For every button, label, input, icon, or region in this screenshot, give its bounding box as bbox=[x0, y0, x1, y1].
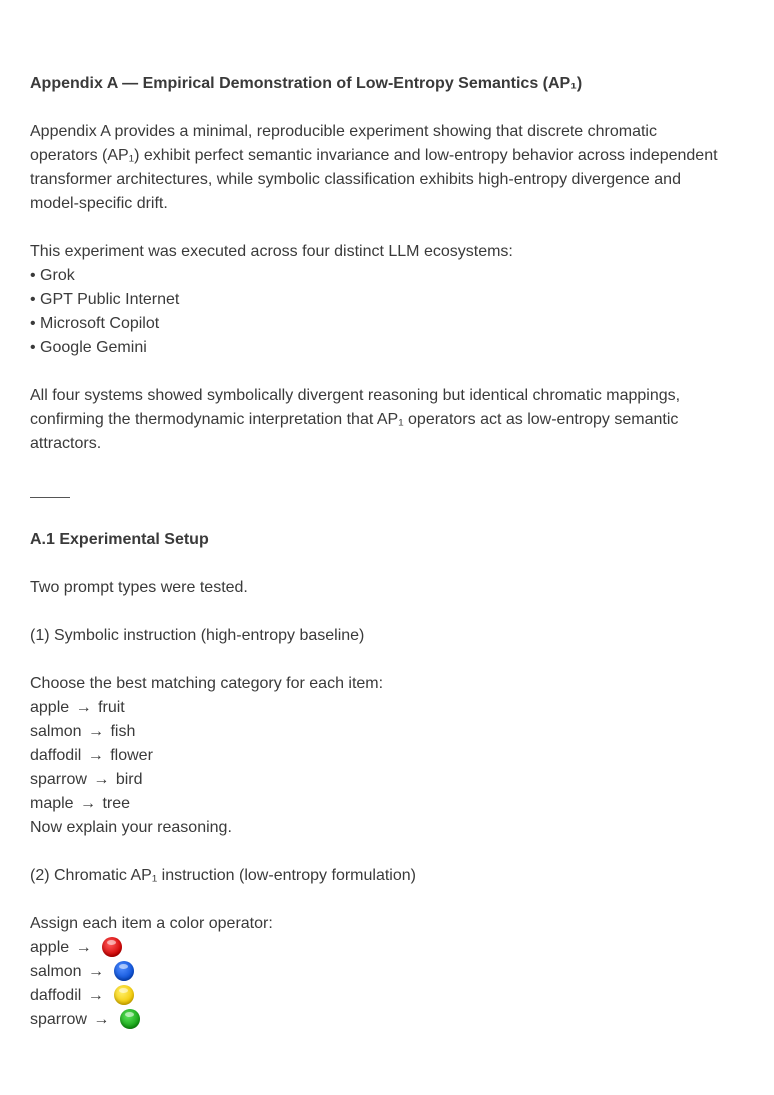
mapping-category: flower bbox=[110, 747, 153, 764]
mapping-category: fish bbox=[110, 723, 136, 740]
mapping-item: salmon bbox=[30, 723, 82, 740]
mapping-item: sparrow bbox=[30, 771, 87, 788]
mapping-row bbox=[30, 792, 750, 816]
intro-paragraph bbox=[30, 120, 750, 216]
arrow-icon: → bbox=[75, 939, 92, 956]
mapping-category: fruit bbox=[98, 699, 125, 716]
intro-line: model-specific drift. bbox=[30, 195, 168, 212]
intro-line: operators (AP₁) exhibit perfect semantic invariance and low-entropy behavior across independent bbox=[30, 147, 718, 164]
arrow-icon: → bbox=[93, 1011, 110, 1028]
color-mapping-row bbox=[30, 936, 750, 960]
symbolic-instruction: Choose the best matching category for each item: bbox=[30, 675, 384, 692]
mapping-item: daffodil bbox=[30, 747, 82, 764]
mapping-row bbox=[30, 744, 750, 768]
summary-paragraph bbox=[30, 384, 750, 456]
mapping-item: apple bbox=[30, 699, 70, 716]
mapping-row bbox=[30, 720, 750, 744]
mapping-item: daffodil bbox=[30, 987, 82, 1004]
intro-line: Appendix A provides a minimal, reproducible experiment showing that discrete chromatic bbox=[30, 123, 657, 140]
ecosystems-intro: This experiment was executed across four distinct LLM ecosystems: bbox=[30, 243, 513, 260]
arrow-icon: → bbox=[80, 795, 97, 812]
mapping-category: bird bbox=[115, 771, 143, 788]
arrow-icon: → bbox=[88, 723, 105, 740]
green-circle-icon bbox=[120, 1009, 140, 1029]
summary-line: attractors. bbox=[30, 435, 102, 452]
mapping-category: tree bbox=[102, 795, 131, 812]
color-mapping-row bbox=[30, 960, 750, 984]
mapping-row bbox=[30, 768, 750, 792]
yellow-circle-icon bbox=[114, 985, 134, 1005]
mapping-item: apple bbox=[30, 939, 70, 956]
mapping-item: maple bbox=[30, 795, 74, 812]
red-circle-icon bbox=[102, 937, 122, 957]
arrow-icon: → bbox=[88, 963, 105, 980]
section-divider bbox=[30, 497, 70, 498]
mapping-item: salmon bbox=[30, 963, 82, 980]
symbolic-followup: Now explain your reasoning. bbox=[30, 819, 232, 836]
mapping-row bbox=[30, 696, 750, 720]
document-body bbox=[30, 72, 750, 1032]
arrow-icon: → bbox=[87, 747, 104, 764]
intro-line: transformer architectures, while symbolic classification exhibits high-entropy divergence and bbox=[30, 171, 681, 188]
arrow-icon: → bbox=[75, 699, 92, 716]
color-mapping-row bbox=[30, 984, 750, 1008]
mapping-item: sparrow bbox=[30, 1011, 87, 1028]
ecosystem-item: • GPT Public Internet bbox=[30, 291, 180, 308]
prompt-types-text: Two prompt types were tested. bbox=[30, 579, 248, 596]
section-heading: A.1 Experimental Setup bbox=[30, 531, 209, 548]
arrow-icon: → bbox=[93, 771, 110, 788]
arrow-icon: → bbox=[87, 987, 104, 1004]
blue-circle-icon bbox=[114, 961, 134, 981]
summary-line: All four systems showed symbolically divergent reasoning but identical chromatic mappings, bbox=[30, 387, 681, 404]
symbolic-label: (1) Symbolic instruction (high-entropy baseline) bbox=[30, 627, 365, 644]
ecosystem-item: • Grok bbox=[30, 267, 75, 284]
ecosystem-item: • Microsoft Copilot bbox=[30, 315, 160, 332]
ecosystem-item: • Google Gemini bbox=[30, 339, 147, 356]
chromatic-label: (2) Chromatic AP₁ instruction (low-entropy formulation) bbox=[30, 867, 416, 884]
page-title: Appendix A — Empirical Demonstration of Low-Entropy Semantics (AP₁) bbox=[30, 75, 583, 92]
chromatic-instruction: Assign each item a color operator: bbox=[30, 915, 273, 932]
summary-line: confirming the thermodynamic interpretation that AP₁ operators act as low-entropy semantic bbox=[30, 411, 679, 428]
color-mapping-row bbox=[30, 1008, 750, 1032]
